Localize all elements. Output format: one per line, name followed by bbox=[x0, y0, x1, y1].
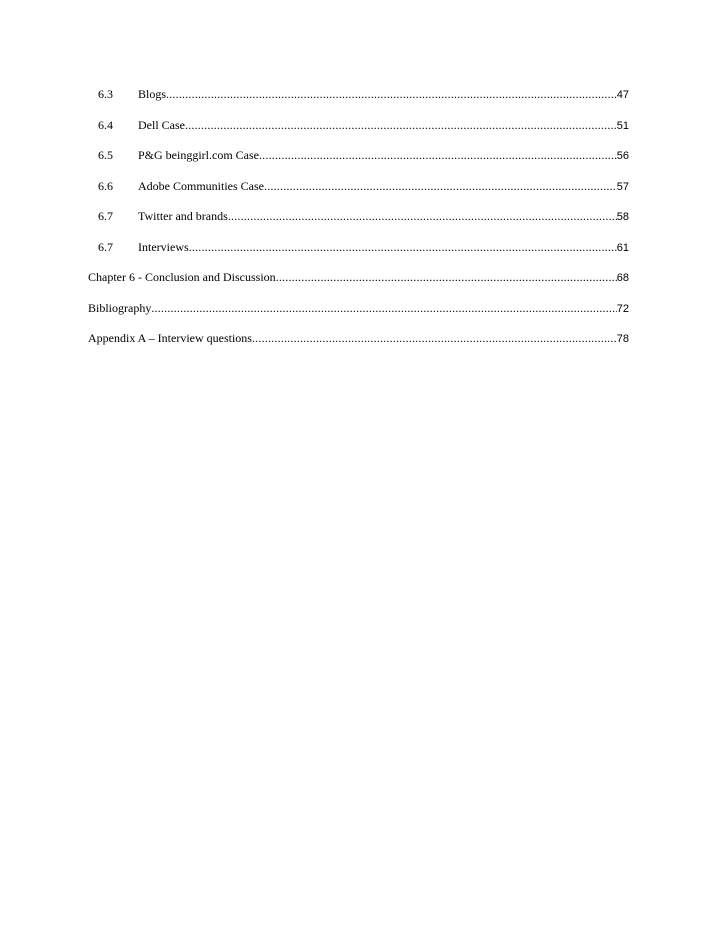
toc-dot-leader bbox=[185, 115, 617, 135]
toc-entry-number: 6.5 bbox=[98, 148, 113, 162]
toc-entry-adobe-case[interactable] bbox=[88, 176, 629, 207]
toc-dot-leader bbox=[252, 328, 617, 348]
toc-entry-interviews[interactable] bbox=[88, 237, 629, 268]
toc-entry-number: 6.7 bbox=[98, 209, 113, 223]
toc-entry-page-number: 47 bbox=[616, 89, 629, 101]
toc-entry-chapter-6[interactable] bbox=[88, 267, 629, 298]
toc-entry-page-number: 57 bbox=[616, 180, 629, 193]
toc-entry-title: Chapter 6 - Conclusion and Discussion bbox=[88, 270, 276, 284]
toc-dot-leader bbox=[166, 84, 617, 104]
toc-dot-leader bbox=[228, 206, 617, 226]
toc-entry-title: Twitter and brands bbox=[138, 209, 228, 223]
toc-entry-blogs[interactable] bbox=[88, 84, 629, 115]
toc-entry-title: P&G beinggirl.com Case bbox=[138, 148, 259, 162]
toc-entry-title: Adobe Communities Case bbox=[138, 178, 264, 193]
toc-entry-page-number: 51 bbox=[616, 119, 629, 132]
toc-entry-title: Appendix A – Interview questions bbox=[88, 331, 252, 345]
toc-entry-page-number: 78 bbox=[616, 333, 629, 345]
toc-dot-leader bbox=[259, 145, 617, 165]
toc-dot-leader bbox=[264, 176, 617, 196]
toc-entry-number: 6.6 bbox=[98, 178, 113, 193]
toc-entry-title: Blogs bbox=[138, 87, 167, 101]
toc-dot-leader bbox=[276, 267, 617, 287]
toc-entry-title: Bibliography bbox=[88, 300, 152, 315]
toc-entry-title: Dell Case bbox=[138, 117, 185, 132]
toc-entry-bibliography[interactable] bbox=[88, 298, 629, 329]
toc-entry-page-number: 56 bbox=[616, 150, 629, 162]
toc-entry-page-number: 72 bbox=[616, 302, 629, 315]
toc-entry-dell-case[interactable] bbox=[88, 115, 629, 146]
table-of-contents bbox=[88, 84, 629, 359]
toc-entry-page-number: 68 bbox=[616, 272, 629, 284]
toc-entry-number: 6.3 bbox=[98, 87, 113, 101]
toc-entry-number: 6.7 bbox=[98, 239, 113, 254]
toc-entry-pg-case[interactable] bbox=[88, 145, 629, 176]
toc-entry-twitter-brands[interactable] bbox=[88, 206, 629, 237]
toc-entry-page-number: 61 bbox=[616, 241, 629, 254]
toc-dot-leader bbox=[151, 298, 616, 318]
toc-entry-page-number: 58 bbox=[616, 211, 629, 223]
toc-dot-leader bbox=[189, 237, 617, 257]
toc-entry-number: 6.4 bbox=[98, 117, 113, 132]
toc-entry-title: Interviews bbox=[138, 239, 189, 254]
toc-entry-appendix-a[interactable] bbox=[88, 328, 629, 359]
